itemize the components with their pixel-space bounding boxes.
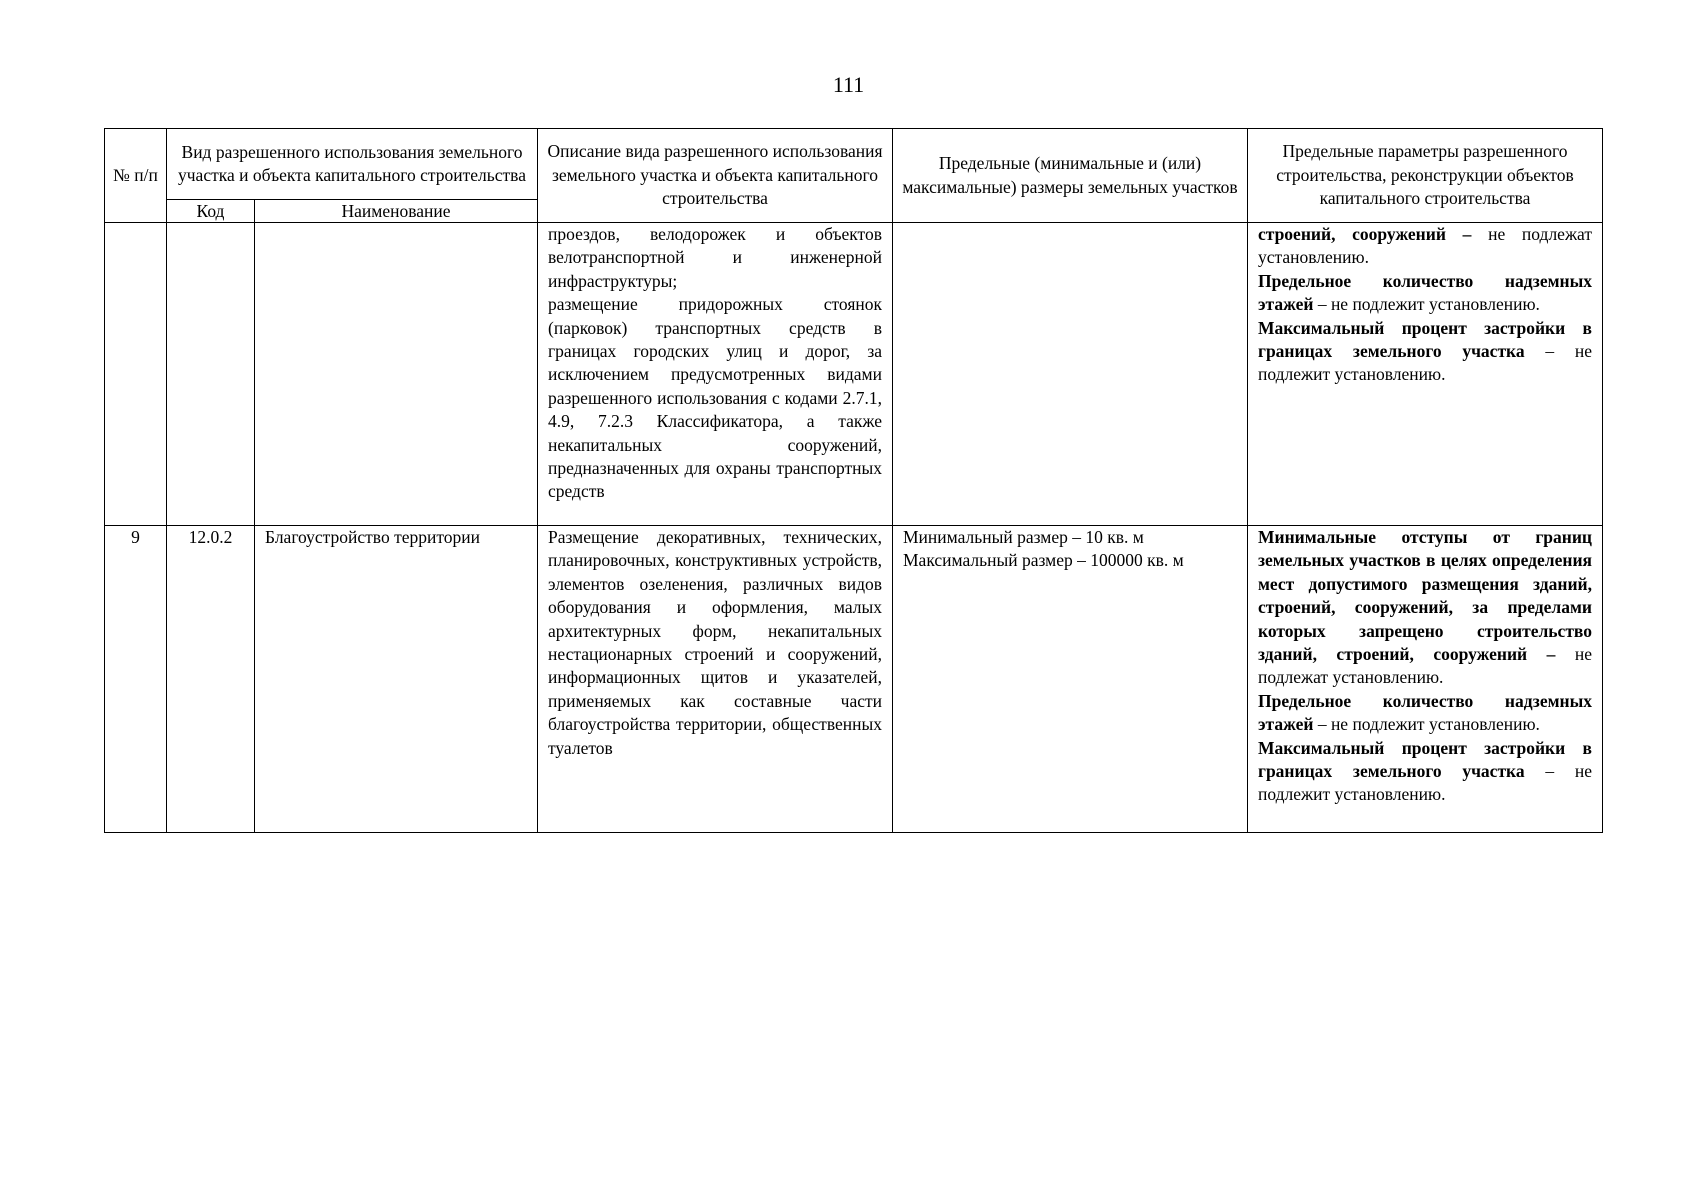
table-row	[105, 223, 1603, 526]
description-text-2: размещение придорожных стоянок (парковок) транспортных средств в границах городских улиц и дорог, за исключением предусмотренных видами разрешенного использования с кодами 2.7.1, 4.9, 7.2.3 Классификатора, а также некапитальных сооружений, предназначенных для охраны транспортных средств	[548, 294, 882, 502]
cell-code	[167, 223, 255, 526]
page-number: 111	[832, 72, 865, 97]
param-value: – не подлежит установлению.	[1258, 761, 1592, 805]
param-value: не подлежат установлению.	[1258, 224, 1593, 268]
size-min: Минимальный размер – 10 кв. м	[903, 527, 1144, 547]
param-coverage	[1258, 317, 1592, 387]
size-max: Максимальный размер – 100000 кв. м	[903, 550, 1184, 571]
param-label: Предельное количество надземных этажей	[1258, 690, 1592, 735]
permitted-use-table	[104, 128, 1603, 833]
header-params: Предельные параметры разрешенного строительства, реконструкции объектов капитального строительства	[1248, 129, 1603, 223]
cell-num: 9	[105, 526, 167, 833]
description-text: проездов, велодорожек и объектов велотранспортной и инженерной инфраструктуры;	[548, 224, 882, 291]
table-header-row	[105, 129, 1603, 200]
cell-description: Размещение декоративных, технических, планировочных, конструктивных устройств, элементов озеленения, различных видов оборудования и оформления, малых архитектурных форм, некапитальных нестационарных строений и сооружений, информационных щитов и указателей, применяемых как составные части благоустройства территории, общественных туалетов	[538, 526, 893, 833]
param-coverage	[1258, 737, 1592, 807]
cell-name	[255, 223, 538, 526]
param-label: Максимальный процент застройки в границах земельного участка	[1258, 737, 1592, 782]
cell-code: 12.0.2	[167, 526, 255, 833]
param-value: – не подлежит установлению.	[1258, 341, 1592, 385]
param-label: строений, сооружений –	[1258, 224, 1472, 244]
cell-sizes	[893, 526, 1248, 833]
param-value: – не подлежит установлению.	[1313, 714, 1540, 735]
header-description: Описание вида разрешенного использования земельного участка и объекта капитального строительства	[538, 129, 893, 223]
cell-num	[105, 223, 167, 526]
param-label: Максимальный процент застройки в границах земельного участка	[1258, 317, 1592, 362]
header-code: Код	[167, 200, 255, 223]
cell-params	[1248, 526, 1603, 833]
cell-description	[538, 223, 893, 526]
param-floors	[1258, 270, 1592, 317]
param-value: – не подлежит установлению.	[1313, 294, 1540, 315]
param-floors	[1258, 690, 1592, 737]
header-num: № п/п	[105, 129, 167, 223]
header-vri-group: Вид разрешенного использования земельного участка и объекта капитального строительства	[167, 129, 538, 200]
param-label: Предельное количество надземных этажей	[1258, 270, 1592, 315]
cell-name: Благоустройство территории	[255, 526, 538, 833]
header-sizes: Предельные (минимальные и (или) максимальные) размеры земельных участков	[893, 129, 1248, 223]
param-setbacks	[1258, 223, 1592, 270]
cell-params	[1248, 223, 1603, 526]
header-name: Наименование	[255, 200, 538, 223]
cell-sizes	[893, 223, 1248, 526]
param-setbacks	[1258, 526, 1592, 690]
table-row	[105, 526, 1603, 833]
param-value: не подлежат установлению.	[1258, 644, 1592, 688]
param-label: Минимальные отступы от границ земельных участков в целях определения мест допустимого размещения зданий, строений, сооружений, за пределами которых запрещено строительство зданий, строений, сооружений –	[1258, 527, 1592, 665]
